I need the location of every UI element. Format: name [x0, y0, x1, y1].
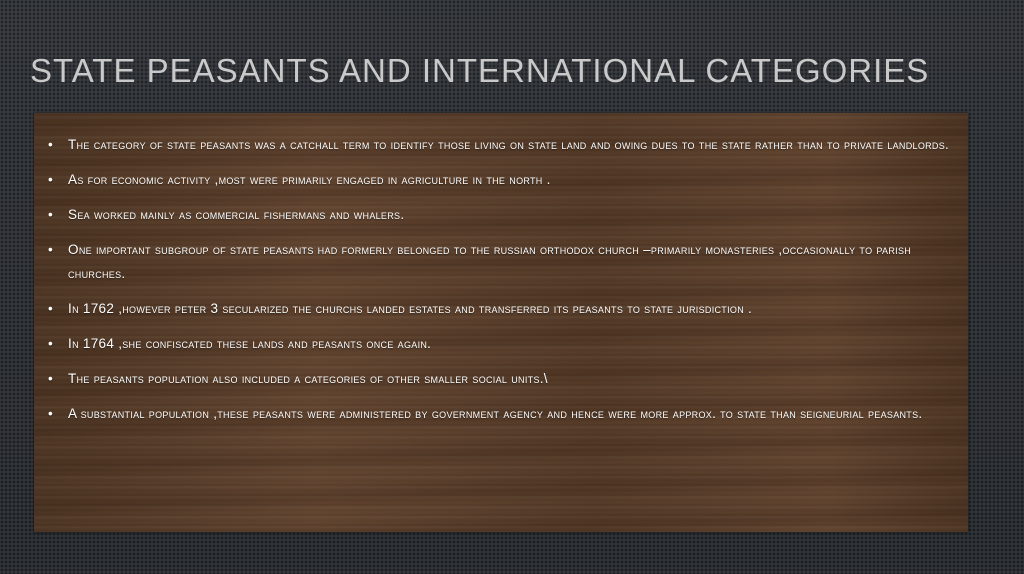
bullet-item: [46, 238, 956, 286]
bullet-text: a substantial population ,these peasants were administered by government agency and hence were more approx. to state than seigneurial peasants.: [68, 406, 923, 421]
content-panel: [34, 113, 968, 532]
bullet-dot-icon: •: [48, 336, 54, 351]
bullet-text: one important subgroup of state peasants had formerly belonged to the russian orthodox church –primarily monasteries ,occasionally to parish churches.: [68, 242, 912, 281]
bullet-item: [46, 168, 956, 192]
bullet-item: [46, 367, 956, 391]
bullet-text: in 1764 ,she confiscated these lands and peasants once again.: [68, 336, 432, 351]
bullet-dot-icon: •: [48, 207, 54, 222]
bullet-text: as for economic activity ,most were primarily engaged in agriculture in the north .: [68, 172, 551, 187]
bullet-item: [46, 297, 956, 321]
bullet-text: the peasants population also included a categories of other smaller social units.\: [68, 371, 548, 386]
bullet-text: the category of state peasants was a catchall term to identify those living on state land and owing dues to the state rather than to private landlords.: [68, 137, 950, 152]
bullet-item: [46, 203, 956, 227]
bullet-dot-icon: •: [48, 172, 54, 187]
bullet-dot-icon: •: [48, 301, 54, 316]
bullet-dot-icon: •: [48, 137, 54, 152]
bullet-text: in 1762 ,however peter 3 secularized the churchs landed estates and transferred its peasants to state jurisdiction .: [68, 301, 753, 316]
bullet-dot-icon: •: [48, 371, 54, 386]
bullet-item: [46, 133, 956, 157]
bullet-text: sea worked mainly as commercial fishermans and whalers.: [68, 207, 405, 222]
bullet-item: [46, 402, 956, 426]
bullet-list: [34, 113, 968, 426]
bullet-item: [46, 332, 956, 356]
bullet-dot-icon: •: [48, 242, 54, 257]
bullet-dot-icon: •: [48, 406, 54, 421]
slide-title: STATE PEASANTS AND INTERNATIONAL CATEGORIES: [30, 52, 930, 89]
